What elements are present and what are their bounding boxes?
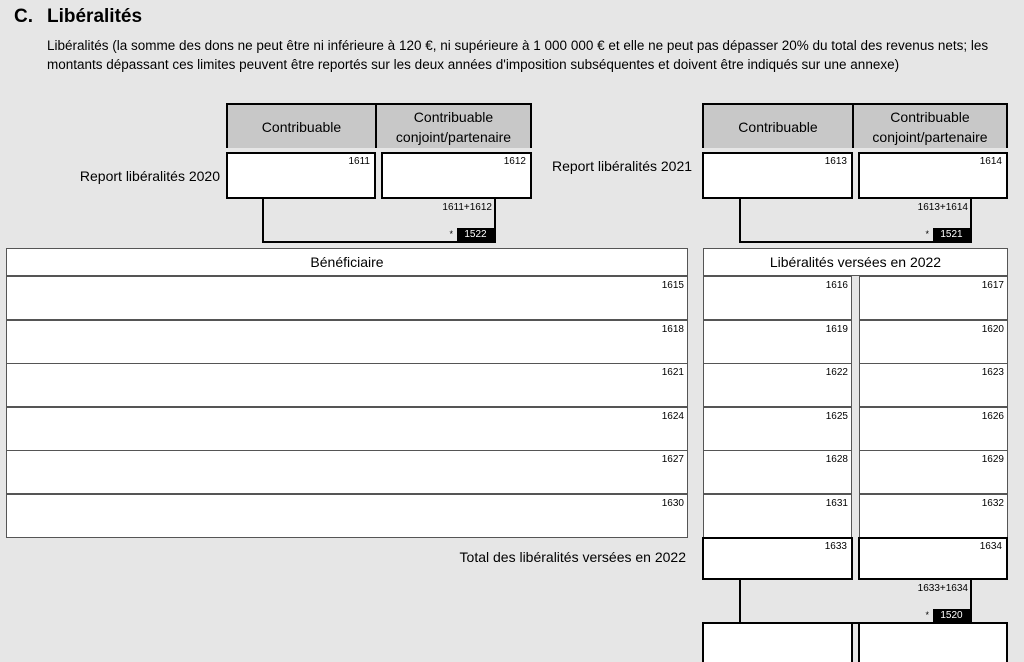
field-code: 1612 — [503, 156, 526, 167]
field-code: 1631 — [825, 498, 848, 509]
section-intro: Libéralités (la somme des dons ne peut être ni inférieure à 120 €, ni supérieure à 1 000 000 € et elle ne peut pas dépasser 20% du total des revenus nets; les montants dépassant ces limites peuvent être reportés sur les deux années d'imposition subséquentes et doivent être indiqués sur une annexe) — [47, 38, 989, 72]
field-code: 1634 — [979, 541, 1002, 552]
field-code: 1632 — [981, 498, 1004, 509]
beneficiary-cell[interactable] — [6, 450, 688, 494]
field-code: 1620 — [981, 324, 1004, 335]
amount-conjoint-cell[interactable] — [859, 494, 1008, 538]
header-contribuable-right: Contribuable — [702, 103, 854, 148]
amount-header: Libéralités versées en 2022 — [703, 248, 1008, 276]
field-code: 1611 — [348, 156, 370, 167]
beneficiary-cell[interactable] — [6, 494, 688, 538]
sum-marker: * — [925, 229, 929, 239]
header-conjoint-left: Contribuable conjoint/partenaire — [377, 103, 532, 148]
beneficiary-header: Bénéficiaire — [6, 248, 688, 276]
report-2020-contribuable-field[interactable] — [226, 152, 376, 199]
total-contribuable-field[interactable] — [702, 537, 853, 580]
field-code: 1630 — [661, 498, 684, 509]
beneficiary-cell[interactable] — [6, 407, 688, 451]
sum-code-badge: 1522 — [457, 228, 494, 241]
field-code: 1617 — [981, 280, 1004, 291]
amount-conjoint-cell[interactable] — [859, 450, 1008, 494]
next-conjoint-field[interactable] — [858, 622, 1008, 662]
field-code: 1619 — [825, 324, 848, 335]
sum-code-badge: 1520 — [933, 609, 970, 622]
amount-contribuable-cell[interactable] — [703, 494, 852, 538]
beneficiary-cell[interactable] — [6, 320, 688, 364]
field-code: 1623 — [981, 367, 1004, 378]
amount-conjoint-cell[interactable] — [859, 276, 1008, 320]
sum-formula: 1633+1634 — [917, 583, 968, 594]
report-2021-sum-box — [739, 199, 972, 243]
amount-contribuable-cell[interactable] — [703, 407, 852, 451]
field-code: 1624 — [661, 411, 684, 422]
next-contribuable-field[interactable] — [702, 622, 853, 662]
report-2020-sum-box — [262, 199, 496, 243]
sum-code-badge: 1521 — [933, 228, 970, 241]
amount-conjoint-cell[interactable] — [859, 407, 1008, 451]
field-code: 1615 — [661, 280, 684, 291]
report-2020-conjoint-field[interactable] — [381, 152, 532, 199]
amount-contribuable-cell[interactable] — [703, 276, 852, 320]
field-code: 1629 — [981, 454, 1004, 465]
amount-conjoint-cell[interactable] — [859, 363, 1008, 407]
field-code: 1622 — [825, 367, 848, 378]
field-code: 1626 — [981, 411, 1004, 422]
field-code: 1633 — [824, 541, 847, 552]
section-letter: C. — [14, 6, 33, 27]
report-2021-conjoint-field[interactable] — [858, 152, 1008, 199]
field-code: 1613 — [824, 156, 847, 167]
sum-marker: * — [925, 610, 929, 620]
total-label: Total des libéralités versées en 2022 — [459, 549, 686, 565]
report-2020-label: Report libéralités 2020 — [79, 168, 220, 184]
amount-contribuable-cell[interactable] — [703, 363, 852, 407]
field-code: 1627 — [661, 454, 684, 465]
field-code: 1628 — [825, 454, 848, 465]
sum-formula: 1611+1612 — [442, 202, 492, 213]
field-code: 1625 — [825, 411, 848, 422]
amount-contribuable-cell[interactable] — [703, 320, 852, 364]
beneficiary-cell[interactable] — [6, 276, 688, 320]
total-sum-box — [739, 580, 972, 624]
field-code: 1616 — [825, 280, 848, 291]
field-code: 1614 — [979, 156, 1002, 167]
field-code: 1621 — [661, 367, 684, 378]
header-conjoint-right: Contribuable conjoint/partenaire — [854, 103, 1008, 148]
sum-formula: 1613+1614 — [917, 202, 968, 213]
amount-contribuable-cell[interactable] — [703, 450, 852, 494]
field-code: 1618 — [661, 324, 684, 335]
header-contribuable-left: Contribuable — [226, 103, 377, 148]
total-conjoint-field[interactable] — [858, 537, 1008, 580]
report-2021-label: Report libéralités 2021 — [551, 158, 693, 174]
sum-marker: * — [449, 229, 453, 239]
beneficiary-cell[interactable] — [6, 363, 688, 407]
amount-conjoint-cell[interactable] — [859, 320, 1008, 364]
section-title: Libéralités — [47, 6, 143, 27]
report-2021-contribuable-field[interactable] — [702, 152, 853, 199]
